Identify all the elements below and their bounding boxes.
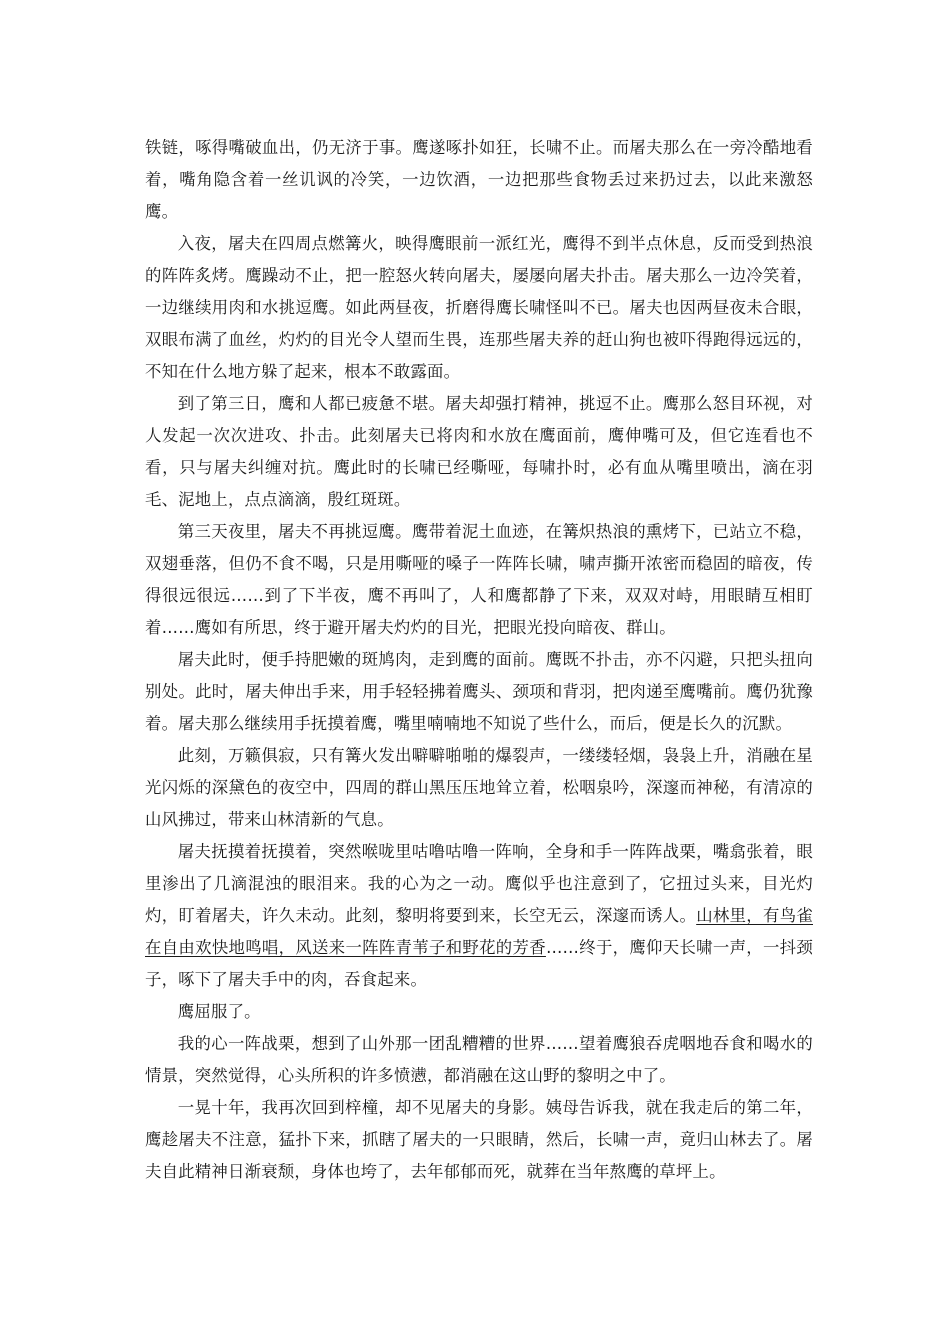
paragraph-10: 一晃十年，我再次回到梓橦，却不见屠夫的身影。姨母告诉我，就在我走后的第二年，鹰趁屠夫不注意，猛扑下来，抓瞎了屠夫的一只眼睛，然后，长啸一声，竟归山林去了。屠夫自此精神日渐衰颓，身体也垮了，去年郁郁而死，就葬在当年熬鹰的草坪上。 (145, 1098, 813, 1181)
paragraph-9: 我的心一阵战栗，想到了山外那一团乱糟糟的世界……望着鹰狼吞虎咽地吞食和喝水的情景，突然觉得，心头所积的许多愤懑，都消融在这山野的黎明之中了。 (145, 1034, 813, 1085)
underlined-sentence: 山林里，有鸟雀在自由欢快地鸣唱，风送来一阵阵青苇子和野花的芳香 (145, 906, 813, 957)
paragraph-2: 入夜，屠夫在四周点燃篝火，映得鹰眼前一派红光，鹰得不到半点休息，反而受到热浪的阵阵炙烤。鹰躁动不止，把一腔怒火转向屠夫，屡屡向屠夫扑击。屠夫那么一边冷笑着，一边继续用肉和水挑逗鹰。如此两昼夜，折磨得鹰长啸怪叫不已。屠夫也因两昼夜未合眼，双眼布满了血丝，灼灼的目光令人望而生畏，连那些屠夫养的赶山狗也被吓得跑得远远的，不知在什么地方躲了起来，根本不敢露面。 (145, 234, 813, 381)
paragraph-8: 鹰屈服了。 (177, 1002, 261, 1021)
document-body (145, 132, 813, 1188)
paragraph-5: 屠夫此时，便手持肥嫩的斑鸠肉，走到鹰的面前。鹰既不扑击，亦不闪避，只把头扭向别处。此时，屠夫伸出手来，用手轻轻拂着鹰头、颈项和背羽，把肉递至鹰嘴前。鹰仍犹豫着。屠夫那么继续用手抚摸着鹰，嘴里喃喃地不知说了些什么，而后，便是长久的沉默。 (145, 650, 813, 733)
paragraph-3: 到了第三日，鹰和人都已疲惫不堪。屠夫却强打精神，挑逗不止。鹰那么怒目环视，对人发起一次次进攻、扑击。此刻屠夫已将肉和水放在鹰面前，鹰伸嘴可及，但它连看也不看，只与屠夫纠缠对抗。鹰此时的长啸已经嘶哑，每啸扑时，必有血从嘴里喷出，滴在羽毛、泥地上，点点滴滴，殷红斑斑。 (145, 394, 813, 509)
paragraph-7-after: ……终于，鹰仰天长啸一声，一抖颈子，啄下了屠夫手中的肉，吞食起来。 (145, 938, 813, 989)
paragraph-6: 此刻，万籁俱寂，只有篝火发出噼噼啪啪的爆裂声，一缕缕轻烟，袅袅上升，消融在星光闪烁的深黛色的夜空中，四周的群山黑压压地耸立着，松咽泉吟，深邃而神秘，有清凉的山风拂过，带来山林清新的气息。 (145, 746, 813, 829)
paragraph-7 (145, 836, 813, 996)
paragraph-4: 第三天夜里，屠夫不再挑逗鹰。鹰带着泥土血迹，在篝炽热浪的熏烤下，已站立不稳，双翅垂落，但仍不食不喝，只是用嘶哑的嗓子一阵阵长啸，啸声撕开浓密而稳固的暗夜，传得很远很远……到了下半夜，鹰不再叫了，人和鹰都静了下来，双双对峙，用眼睛互相盯着……鹰如有所思，终于避开屠夫灼灼的目光，把眼光投向暗夜、群山。 (145, 522, 813, 637)
paragraph-7-text: 屠夫抚摸着抚摸着，突然喉咙里咕噜咕噜一阵响，全身和手一阵阵战栗，嘴翕张着，眼里渗出了几滴混浊的眼泪来。我的心为之一动。鹰似乎也注意到了，它扭过头来，目光灼灼，盯着屠夫，许久未动。此刻，黎明将要到来，长空无云，深邃而诱人。 (145, 842, 813, 925)
paragraph-1: 铁链，啄得嘴破血出，仍无济于事。鹰遂啄扑如狂，长啸不止。而屠夫那么在一旁冷酷地看着，嘴角隐含着一丝讥讽的冷笑，一边饮酒，一边把那些食物丢过来扔过去，以此来激怒鹰。 (145, 138, 813, 221)
